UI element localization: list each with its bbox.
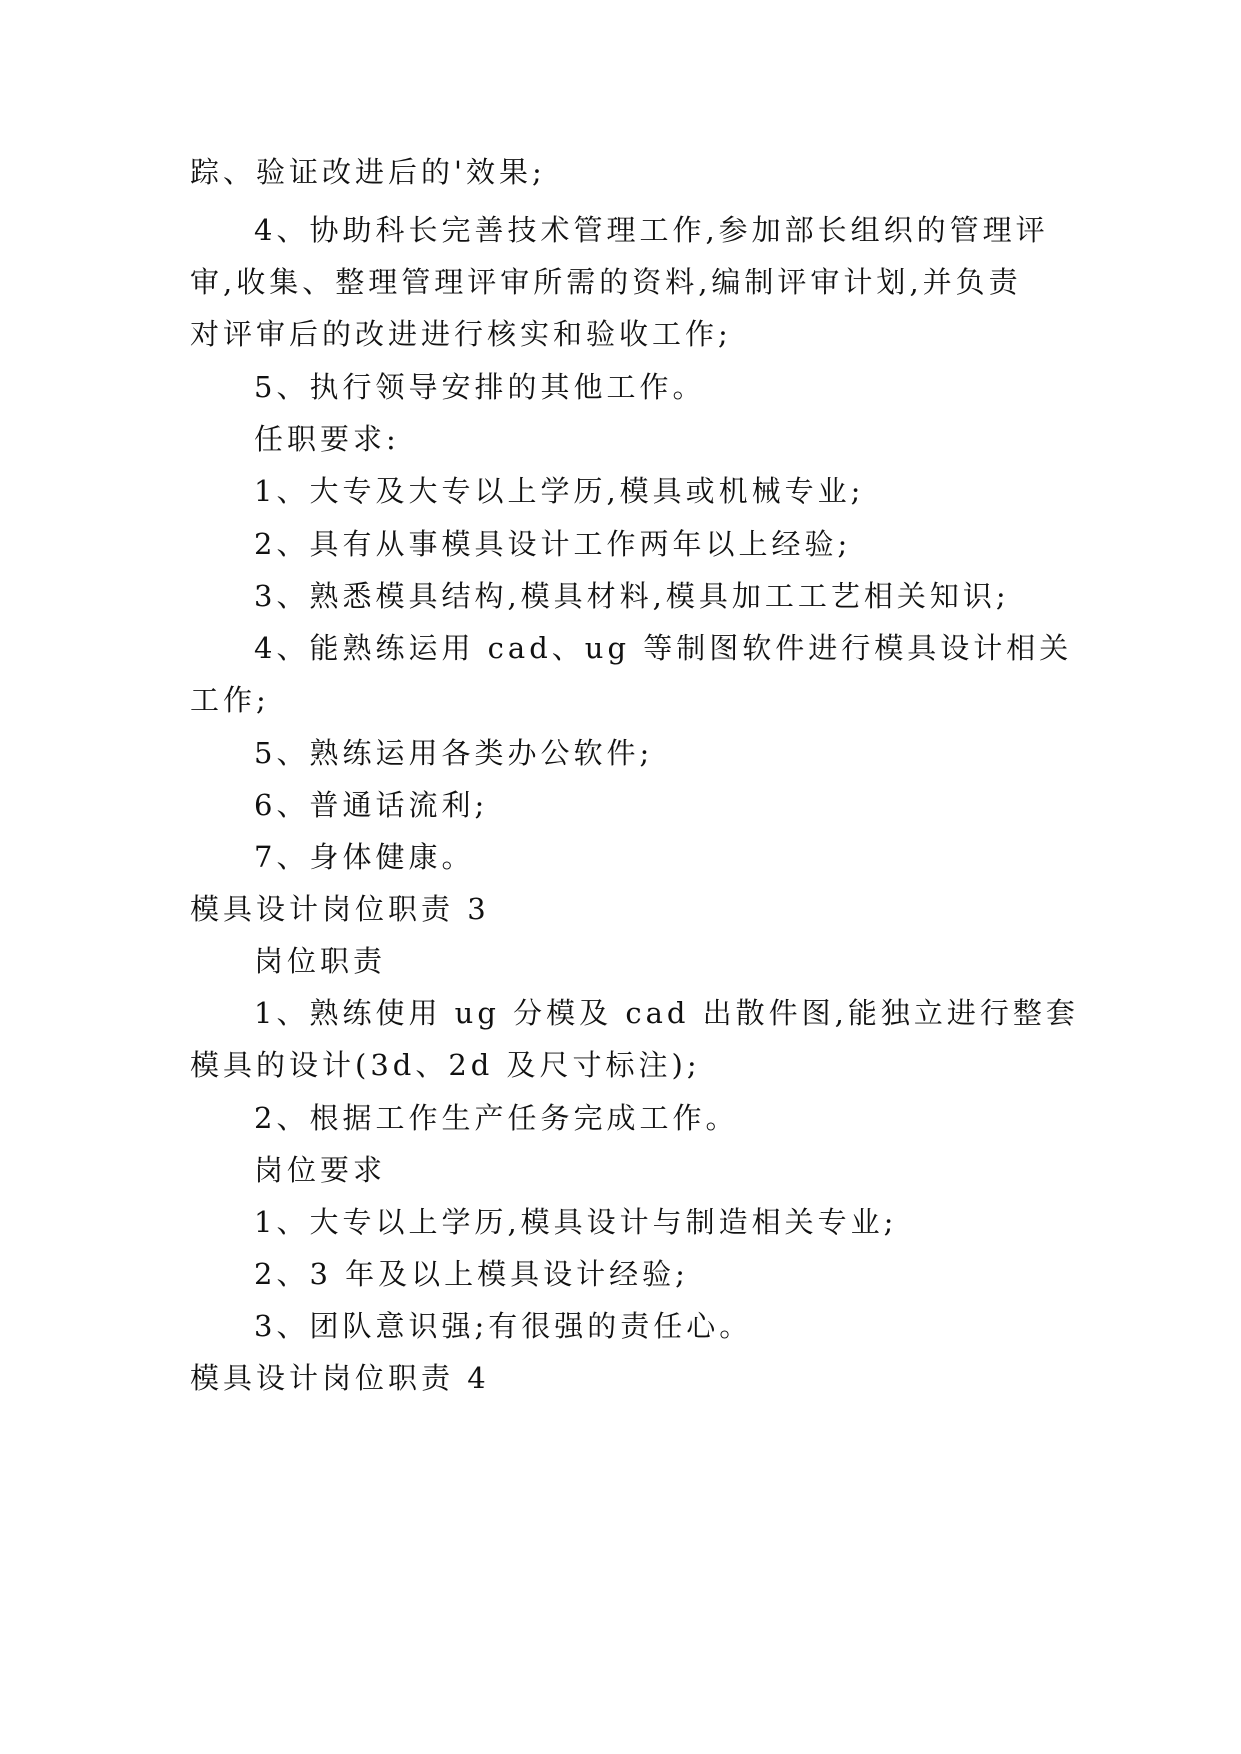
list-item: 4、协助科长完善技术管理工作,参加部长组织的管理评 [254, 213, 1049, 247]
body-text-line: 对评审后的改进进行核实和验收工作; [190, 317, 732, 351]
section-label: 岗位职责 [254, 944, 387, 978]
section-heading: 模具设计岗位职责 4 [190, 1361, 490, 1395]
list-item: 1、大专以上学历,模具设计与制造相关专业; [254, 1205, 898, 1239]
list-item: 7、身体健康。 [254, 840, 475, 874]
list-item: 5、熟练运用各类办公软件; [254, 736, 654, 770]
list-item: 2、3 年及以上模具设计经验; [254, 1257, 689, 1291]
list-item: 2、具有从事模具设计工作两年以上经验; [254, 527, 852, 561]
body-text-line: 踪、验证改进后的'效果; [190, 155, 546, 189]
list-item: 5、执行领导安排的其他工作。 [254, 370, 706, 404]
list-item: 1、大专及大专以上学历,模具或机械专业; [254, 474, 865, 508]
list-item: 6、普通话流利; [254, 788, 489, 822]
body-text-line: 审,收集、整理管理评审所需的资料,编制评审计划,并负责 [190, 265, 1022, 299]
list-item: 3、熟悉模具结构,模具材料,模具加工工艺相关知识; [254, 579, 1010, 613]
list-item: 2、根据工作生产任务完成工作。 [254, 1101, 739, 1135]
list-item: 4、能熟练运用 cad、ug 等制图软件进行模具设计相关 [254, 631, 1073, 665]
section-label: 任职要求: [254, 422, 400, 456]
section-label: 岗位要求 [254, 1153, 387, 1187]
section-heading: 模具设计岗位职责 3 [190, 892, 490, 926]
body-text-line: 模具的设计(3d、2d 及尺寸标注); [190, 1048, 701, 1082]
list-item: 1、熟练使用 ug 分模及 cad 出散件图,能独立进行整套 [254, 996, 1079, 1030]
body-text-line: 工作; [190, 683, 270, 717]
list-item: 3、团队意识强;有很强的责任心。 [254, 1309, 753, 1343]
